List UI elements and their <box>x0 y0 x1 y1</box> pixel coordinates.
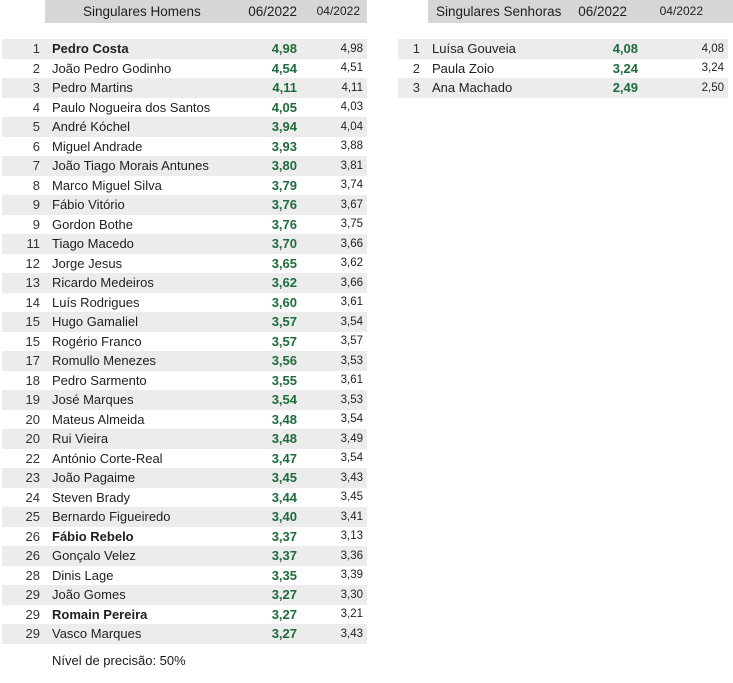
table-row <box>398 78 728 98</box>
table-row <box>2 78 367 98</box>
rating-current-cell: 3,27 <box>271 587 297 603</box>
rating-previous-cell: 3,81 <box>340 159 363 172</box>
player-name-cell: Pedro Martins <box>52 80 133 96</box>
rank-cell: 13 <box>25 275 40 291</box>
rank-cell: 1 <box>412 41 420 57</box>
rating-current-cell: 3,57 <box>271 333 297 349</box>
women-column-header-previous: 04/2022 <box>659 4 703 18</box>
player-name-cell: João Tiago Morais Antunes <box>52 158 209 174</box>
player-name-cell: Mateus Almeida <box>52 411 145 427</box>
table-row <box>2 527 367 547</box>
player-name-cell: Gonçalo Velez <box>52 548 136 564</box>
table-row <box>398 39 728 59</box>
rating-current-cell: 3,79 <box>271 177 297 193</box>
table-row <box>2 546 367 566</box>
table-row <box>2 410 367 430</box>
table-row <box>2 312 367 332</box>
player-name-cell: André Kóchel <box>52 119 131 135</box>
rank-cell: 3 <box>412 80 420 96</box>
men-column-header-current: 06/2022 <box>248 4 297 19</box>
player-name-cell: Ricardo Medeiros <box>52 275 154 291</box>
table-row <box>2 195 367 215</box>
rank-cell: 15 <box>25 333 40 349</box>
rating-previous-cell: 2,50 <box>701 81 724 94</box>
rank-cell: 2 <box>412 60 420 76</box>
rating-current-cell: 4,05 <box>271 99 297 115</box>
rank-cell: 7 <box>32 158 40 174</box>
rating-previous-cell: 3,53 <box>340 354 363 367</box>
men-table-title: Singulares Homens <box>83 4 201 19</box>
women-table-title: Singulares Senhoras <box>436 4 562 19</box>
rating-previous-cell: 3,67 <box>340 198 363 211</box>
precision-note: Nível de precisão: 50% <box>52 653 186 668</box>
table-row <box>2 624 367 644</box>
player-name-cell: Jorge Jesus <box>52 255 123 271</box>
rank-cell: 8 <box>32 177 40 193</box>
rating-previous-cell: 3,61 <box>340 296 363 309</box>
rating-previous-cell: 3,41 <box>340 510 363 523</box>
player-name-cell: Steven Brady <box>52 489 131 505</box>
table-row <box>2 234 367 254</box>
table-row <box>2 449 367 469</box>
player-name-cell: Rui Vieira <box>52 431 109 447</box>
rating-previous-cell: 4,08 <box>701 42 724 55</box>
table-row <box>2 156 367 176</box>
rating-previous-cell: 3,62 <box>340 257 363 270</box>
rating-previous-cell: 3,53 <box>340 393 363 406</box>
rating-current-cell: 3,35 <box>271 567 297 583</box>
rating-current-cell: 3,40 <box>271 509 297 525</box>
rating-previous-cell: 3,74 <box>340 179 363 192</box>
table-row <box>2 351 367 371</box>
player-name-cell: Marco Miguel Silva <box>52 177 162 193</box>
women-table-header <box>428 0 733 23</box>
rating-previous-cell: 3,36 <box>340 549 363 562</box>
player-name-cell: Paula Zoio <box>432 60 495 76</box>
rank-cell: 26 <box>25 548 40 564</box>
rating-current-cell: 4,54 <box>271 60 297 76</box>
rank-cell: 20 <box>25 431 40 447</box>
rating-previous-cell: 3,24 <box>701 62 724 75</box>
rating-previous-cell: 3,39 <box>340 569 363 582</box>
rating-previous-cell: 3,21 <box>340 608 363 621</box>
rank-cell: 29 <box>25 606 40 622</box>
player-name-cell: Ana Machado <box>432 80 513 96</box>
rating-previous-cell: 3,54 <box>340 413 363 426</box>
rank-cell: 26 <box>25 528 40 544</box>
rating-previous-cell: 4,03 <box>340 101 363 114</box>
rating-current-cell: 3,27 <box>271 626 297 642</box>
rating-current-cell: 3,54 <box>271 392 297 408</box>
rating-current-cell: 3,24 <box>612 60 638 76</box>
rating-current-cell: 4,98 <box>271 41 297 57</box>
rating-previous-cell: 3,54 <box>340 315 363 328</box>
table-row <box>2 59 367 79</box>
table-row <box>398 59 728 79</box>
rating-previous-cell: 4,11 <box>341 81 363 94</box>
player-name-cell: Hugo Gamaliel <box>52 314 138 330</box>
table-row <box>2 605 367 625</box>
player-name-cell: António Corte-Real <box>52 450 163 466</box>
women-singles-table <box>398 0 733 200</box>
player-name-cell: Romain Pereira <box>52 606 148 622</box>
table-row <box>2 585 367 605</box>
table-row <box>2 39 367 59</box>
men-table-header <box>45 0 367 23</box>
table-row <box>2 488 367 508</box>
player-name-cell: José Marques <box>52 392 134 408</box>
player-name-cell: João Pagaime <box>52 470 136 486</box>
rank-cell: 5 <box>32 119 40 135</box>
rating-current-cell: 3,48 <box>271 411 297 427</box>
men-column-header-previous: 04/2022 <box>316 4 360 18</box>
table-row <box>2 332 367 352</box>
rank-cell: 14 <box>25 294 40 310</box>
rating-current-cell: 3,44 <box>271 489 297 505</box>
player-name-cell: Gordon Bothe <box>52 216 133 232</box>
rank-cell: 1 <box>32 41 40 57</box>
rating-current-cell: 3,37 <box>271 528 297 544</box>
rank-cell: 24 <box>25 489 40 505</box>
rating-current-cell: 3,37 <box>271 548 297 564</box>
rating-previous-cell: 3,43 <box>340 471 363 484</box>
rank-cell: 23 <box>25 470 40 486</box>
rating-previous-cell: 3,43 <box>340 627 363 640</box>
rank-cell: 3 <box>32 80 40 96</box>
rank-cell: 29 <box>25 626 40 642</box>
rating-current-cell: 3,57 <box>271 314 297 330</box>
rating-current-cell: 3,94 <box>271 119 297 135</box>
table-row <box>2 390 367 410</box>
rating-previous-cell: 3,66 <box>340 276 363 289</box>
women-column-header-current: 06/2022 <box>578 4 627 19</box>
player-name-cell: Romullo Menezes <box>52 353 157 369</box>
rating-previous-cell: 3,66 <box>340 237 363 250</box>
player-name-cell: Luísa Gouveia <box>432 41 516 57</box>
rank-cell: 9 <box>32 197 40 213</box>
rank-cell: 6 <box>32 138 40 154</box>
player-name-cell: Luís Rodrigues <box>52 294 140 310</box>
rank-cell: 9 <box>32 216 40 232</box>
player-name-cell: Bernardo Figueiredo <box>52 509 171 525</box>
women-table-rows <box>398 39 728 98</box>
player-name-cell: João Pedro Godinho <box>52 60 172 76</box>
table-row <box>2 117 367 137</box>
player-name-cell: Fábio Rebelo <box>52 528 134 544</box>
rating-previous-cell: 4,98 <box>340 42 363 55</box>
player-name-cell: Vasco Marques <box>52 626 142 642</box>
rank-cell: 19 <box>25 392 40 408</box>
rating-current-cell: 3,56 <box>271 353 297 369</box>
rating-previous-cell: 3,54 <box>340 452 363 465</box>
rating-current-cell: 3,93 <box>271 138 297 154</box>
rating-current-cell: 3,48 <box>271 431 297 447</box>
rank-cell: 29 <box>25 587 40 603</box>
rank-cell: 20 <box>25 411 40 427</box>
rating-current-cell: 3,80 <box>271 158 297 174</box>
rating-previous-cell: 4,51 <box>340 62 363 75</box>
player-name-cell: João Gomes <box>52 587 126 603</box>
player-name-cell: Pedro Sarmento <box>52 372 147 388</box>
table-row <box>2 215 367 235</box>
table-row <box>2 176 367 196</box>
rank-cell: 25 <box>25 509 40 525</box>
player-name-cell: Tiago Macedo <box>52 236 134 252</box>
rank-cell: 22 <box>25 450 40 466</box>
rank-cell: 15 <box>25 314 40 330</box>
rating-previous-cell: 3,61 <box>340 374 363 387</box>
rating-current-cell: 3,45 <box>271 470 297 486</box>
player-name-cell: Dinis Lage <box>52 567 114 583</box>
player-name-cell: Fábio Vitório <box>52 197 125 213</box>
rating-current-cell: 3,65 <box>271 255 297 271</box>
men-table-rows <box>2 39 367 644</box>
rank-cell: 12 <box>25 255 40 271</box>
player-name-cell: Miguel Andrade <box>52 138 143 154</box>
table-row <box>2 254 367 274</box>
rating-current-cell: 3,27 <box>271 606 297 622</box>
rating-previous-cell: 3,88 <box>340 140 363 153</box>
rating-previous-cell: 3,57 <box>340 335 363 348</box>
rating-current-cell: 3,47 <box>271 450 297 466</box>
table-row <box>2 98 367 118</box>
table-row <box>2 566 367 586</box>
rank-cell: 4 <box>32 99 40 115</box>
rating-previous-cell: 4,04 <box>340 120 363 133</box>
rating-previous-cell: 3,13 <box>340 530 363 543</box>
table-row <box>2 371 367 391</box>
rating-current-cell: 4,08 <box>612 41 638 57</box>
rating-current-cell: 3,60 <box>271 294 297 310</box>
table-row <box>2 137 367 157</box>
table-row <box>2 429 367 449</box>
rating-current-cell: 3,62 <box>271 275 297 291</box>
rating-current-cell: 4,11 <box>272 80 297 96</box>
table-row <box>2 468 367 488</box>
rank-cell: 18 <box>25 372 40 388</box>
rating-current-cell: 2,49 <box>612 80 638 96</box>
rating-previous-cell: 3,49 <box>340 432 363 445</box>
rank-cell: 28 <box>25 567 40 583</box>
player-name-cell: Paulo Nogueira dos Santos <box>52 99 211 115</box>
rating-current-cell: 3,55 <box>271 372 297 388</box>
rating-previous-cell: 3,75 <box>340 218 363 231</box>
rating-current-cell: 3,76 <box>271 197 297 213</box>
rating-current-cell: 3,76 <box>271 216 297 232</box>
rank-cell: 2 <box>32 60 40 76</box>
rating-previous-cell: 3,45 <box>340 491 363 504</box>
rank-cell: 11 <box>26 236 40 252</box>
rating-previous-cell: 3,30 <box>340 588 363 601</box>
rank-cell: 17 <box>25 353 40 369</box>
table-row <box>2 507 367 527</box>
table-row <box>2 273 367 293</box>
player-name-cell: Rogério Franco <box>52 333 142 349</box>
player-name-cell: Pedro Costa <box>52 41 129 57</box>
rating-current-cell: 3,70 <box>271 236 297 252</box>
table-row <box>2 293 367 313</box>
